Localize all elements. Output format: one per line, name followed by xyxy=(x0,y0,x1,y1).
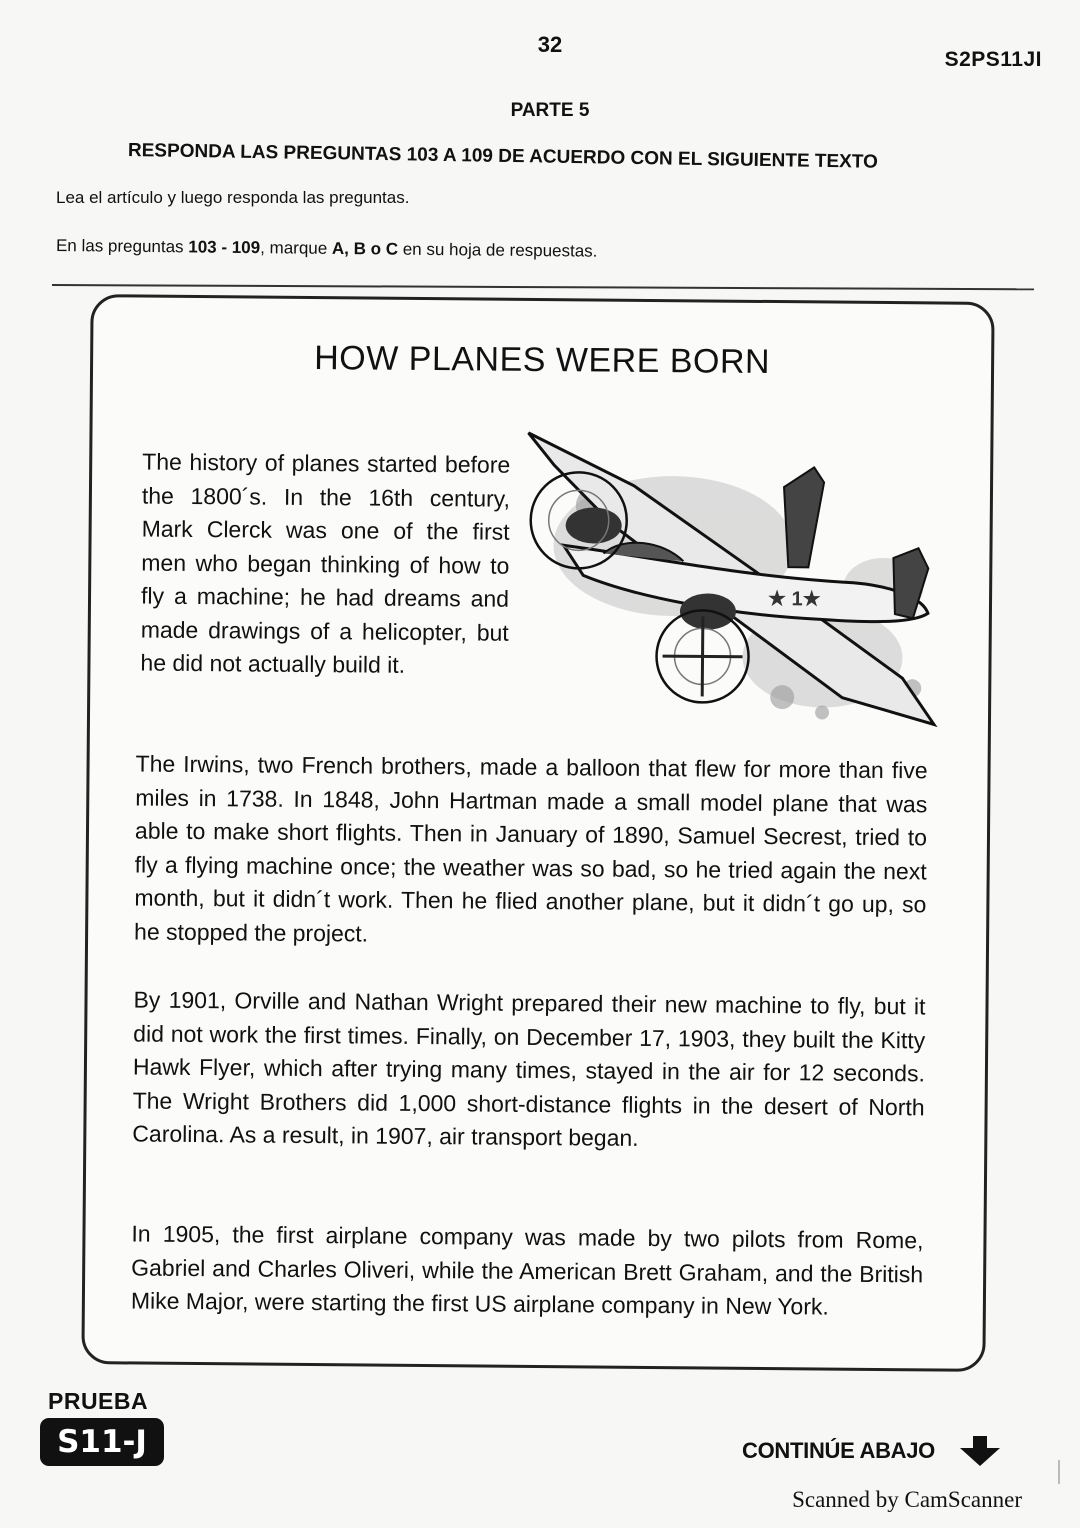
question-range: 103 - 109 xyxy=(188,237,261,258)
article-paragraph-1: The history of planes started before the 1800´s. In the 16th century, Mark Clerck was one of the first men who began thinking of how to fly a machine; he had dreams and made drawings of a helicopter, but he did not actually build it. xyxy=(140,448,511,678)
article-box xyxy=(81,294,994,1372)
article-paragraph-4: In 1905, the first airplane company was made by two pilots from Rome, Gabriel and Charles Oliveri, while the American Brett Graham, and the British Mike Major, were starting the first US airplane company in New York. xyxy=(130,1220,924,1320)
instruction-heading: RESPONDA LAS PREGUNTAS 103 A 109 DE ACUERDO CON EL SIGUIENTE TEXTO xyxy=(127,140,879,173)
mark-middle: , marque xyxy=(260,238,333,258)
article-paragraph-2: The Irwins, two French brothers, made a balloon that flew for more than five miles in 1738. In 1848, John Hartman made a small model plane that was able to make short flights. Then in January of 1890, Samuel Secrest, tried to fly a flying machine once; the weather was so bad, so he tried again the next month, but it didn´t work. Then he flied another plane, but it didn´t go up, so he stopped the project. xyxy=(134,750,928,947)
divider xyxy=(52,284,1034,290)
scanner-watermark: Scanned by CamScanner xyxy=(792,1487,1022,1512)
svg-text:★ 1★: ★ 1★ xyxy=(767,587,821,611)
arrow-down-icon xyxy=(958,1436,1002,1468)
mark-suffix: en su hoja de respuestas. xyxy=(397,239,598,261)
mark-instruction xyxy=(56,236,598,262)
answer-options: A, B o C xyxy=(331,238,399,259)
read-instruction: Lea el artículo y luego responda las preguntas. xyxy=(56,188,410,207)
prueba-label: PRUEBA xyxy=(48,1388,149,1414)
exam-code: S2PS11JI xyxy=(944,48,1042,71)
article-paragraph-3: By 1901, Orville and Nathan Wright prepared their new machine to fly, but it did not work the first times. Finally, on December 17, 1903, they built the Kitty Hawk Flyer, which after trying many times, stayed in the air for 12 seconds. The Wright Brothers did 1,000 short-distance flights in the desert of North Carolina. As a result, in 1907, air transport began. xyxy=(132,986,926,1151)
airplane-illustration xyxy=(522,425,945,729)
article-title: HOW PLANES WERE BORN xyxy=(314,339,771,382)
edge-mark xyxy=(1058,1460,1060,1484)
mark-prefix: En las preguntas xyxy=(55,236,189,257)
test-code-badge: S11-J xyxy=(40,1418,164,1466)
page-number: 32 xyxy=(537,32,563,57)
continue-label: CONTINÚE ABAJO xyxy=(742,1438,935,1463)
part-heading: PARTE 5 xyxy=(510,100,590,121)
